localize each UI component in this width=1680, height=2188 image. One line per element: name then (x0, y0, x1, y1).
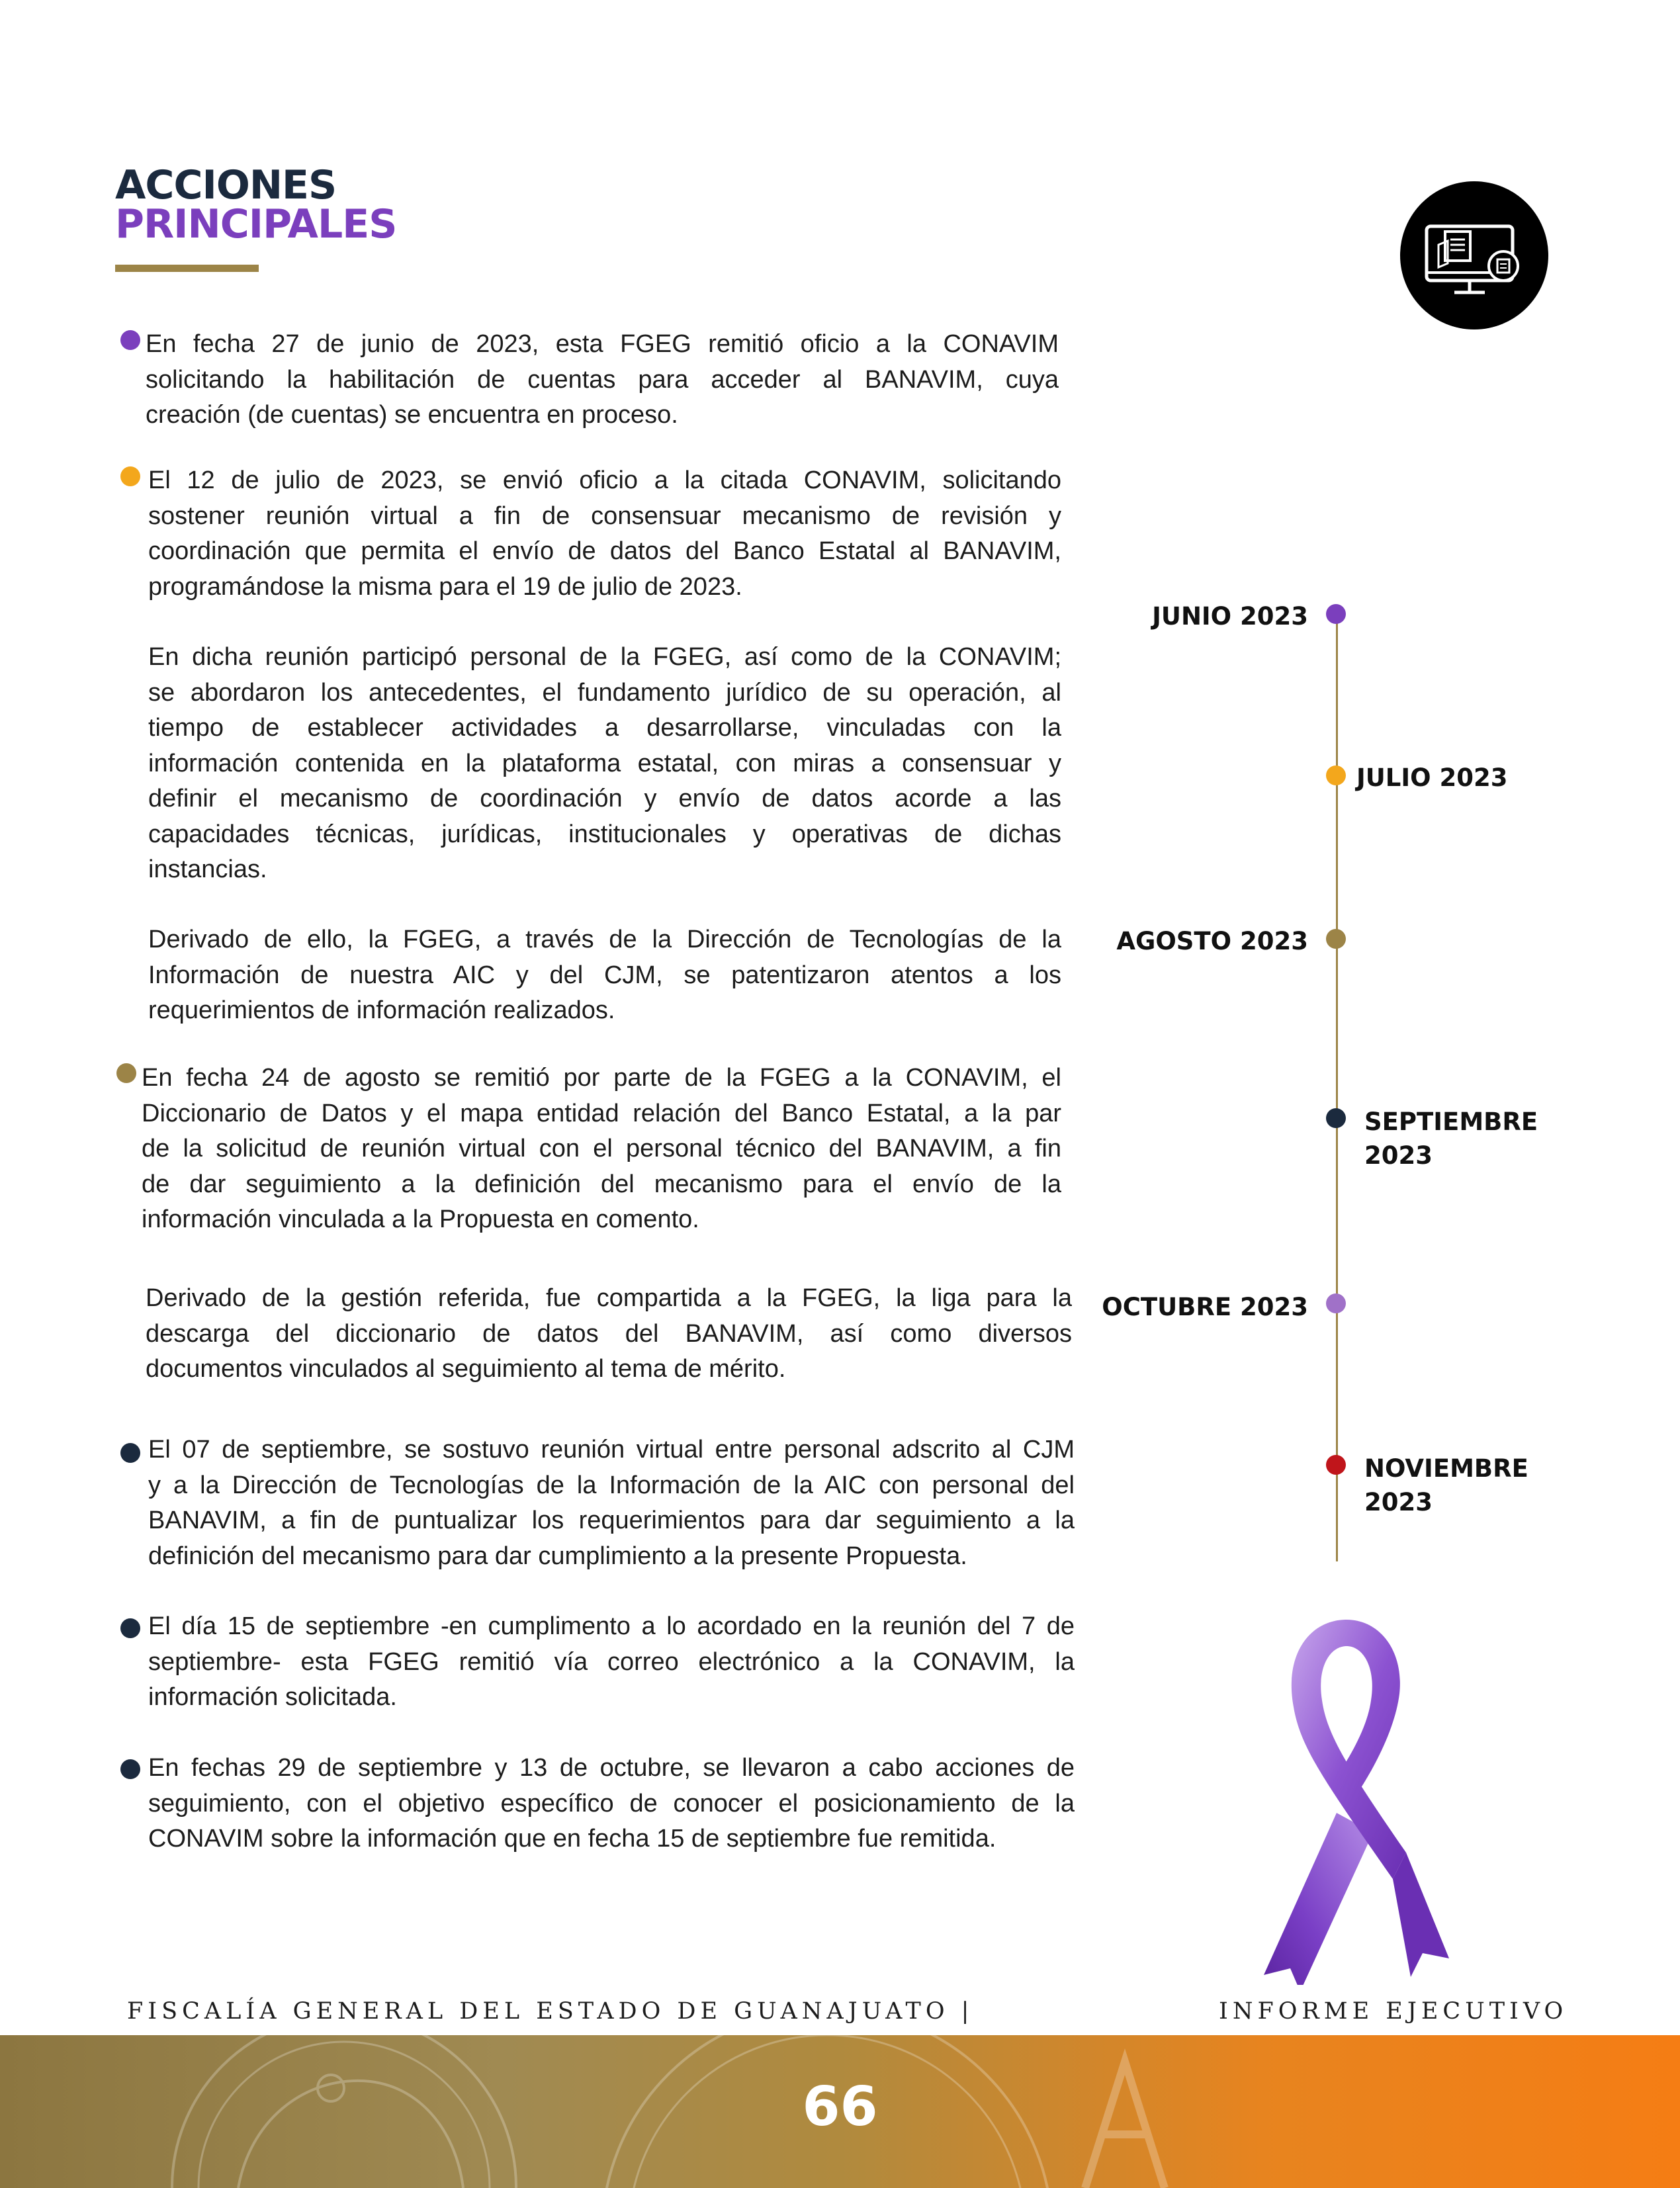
text-line: creación (de cuentas) se encuentra en proceso. (146, 401, 678, 429)
paragraph-5 (142, 1061, 1061, 1238)
timeline-dot-julio (1326, 766, 1346, 785)
monitor-documents-icon (1400, 181, 1548, 329)
text-line: de dar seguimiento a la definición del mecanismo para el envío de la (142, 1170, 1061, 1198)
bullet-dot-purple (120, 330, 140, 350)
text-line: requerimientos de información realizados. (148, 996, 615, 1024)
timeline-label-line: NOVIEMBRE (1364, 1454, 1528, 1483)
bullet-dot-navy (120, 1618, 140, 1638)
section-heading (115, 162, 397, 247)
timeline-label-line: JULIO 2023 (1356, 764, 1508, 792)
text-line: descarga del diccionario de datos del BANAVIM, así como diversos (146, 1319, 1072, 1348)
timeline-label-line: 2023 (1364, 1488, 1433, 1516)
heading-line-1: ACCIONES (115, 162, 337, 208)
text-line: documentos vinculados al seguimiento al tema de mérito. (146, 1355, 786, 1383)
text-line: En fecha 27 de junio de 2023, esta FGEG remitió oficio a la CONAVIM (146, 330, 1059, 358)
paragraph-2 (148, 463, 1061, 605)
timeline-label-agosto (1116, 924, 1308, 958)
timeline-label-septiembre (1364, 1105, 1538, 1172)
timeline-label-line: OCTUBRE 2023 (1102, 1293, 1308, 1321)
timeline-label-noviembre (1364, 1452, 1528, 1519)
paragraph-9 (148, 1751, 1075, 1857)
paragraph-7 (148, 1432, 1075, 1574)
text-line: coordinación que permita el envío de datos del Banco Estatal al BANAVIM, (148, 537, 1061, 565)
text-line: información contenida en la plataforma estatal, con miras a consensuar y (148, 749, 1061, 777)
timeline-dot-noviembre (1326, 1455, 1346, 1475)
timeline-dot-agosto (1326, 929, 1346, 949)
footer-report-title: INFORME EJECUTIVO (1219, 1998, 1568, 2025)
text-line: El 07 de septiembre, se sostuvo reunión virtual entre personal adscrito al CJM (148, 1436, 1075, 1464)
text-line: solicitando la habilitación de cuentas para acceder al BANAVIM, cuya (146, 365, 1059, 394)
text-line: seguimiento, con el objetivo específico de conocer el posicionamiento de la (148, 1789, 1075, 1817)
text-line: En dicha reunión participó personal de la FGEG, así como de la CONAVIM; (148, 643, 1061, 671)
text-line: Información de nuestra AIC y del CJM, se patentizaron atentos a los (148, 961, 1061, 989)
timeline-label-julio (1356, 761, 1507, 795)
timeline-label-line: SEPTIEMBRE (1364, 1108, 1538, 1136)
heading-underline (115, 265, 259, 272)
text-line: información vinculada a la Propuesta en comento. (142, 1205, 699, 1233)
text-line: BANAVIM, a fin de puntualizar los requerimientos para dar seguimiento a la (148, 1507, 1075, 1534)
timeline-dot-junio (1326, 604, 1346, 624)
heading-line-2: PRINCIPALES (115, 201, 397, 247)
purple-awareness-ribbon-icon (1237, 1614, 1456, 1985)
text-line: capacidades técnicas, jurídicas, institucionales y operativas de dichas (148, 820, 1061, 848)
timeline-label-junio (1152, 599, 1308, 633)
text-line: y a la Dirección de Tecnologías de la Información de la AIC con personal del (148, 1471, 1075, 1499)
timeline-label-line: AGOSTO 2023 (1116, 927, 1308, 955)
text-line: Diccionario de Datos y el mapa entidad relación del Banco Estatal, a la par (142, 1099, 1061, 1127)
timeline-axis (1336, 613, 1338, 1561)
paragraph-3 (148, 640, 1061, 888)
footer-institution: FISCALÍA GENERAL DEL ESTADO DE GUANAJUATO | (127, 1998, 974, 2025)
paragraph-8 (148, 1609, 1075, 1716)
text-line: información solicitada. (148, 1683, 397, 1711)
text-line: Derivado de ello, la FGEG, a través de la Dirección de Tecnologías de la (148, 926, 1061, 953)
text-line: definición del mecanismo para dar cumplimiento a la presente Propuesta. (148, 1542, 967, 1570)
paragraph-1 (146, 327, 1059, 433)
timeline-dot-octubre (1326, 1293, 1346, 1313)
text-line: septiembre- esta FGEG remitió vía correo electrónico a la CONAVIM, la (148, 1647, 1075, 1676)
timeline-label-line: JUNIO 2023 (1152, 602, 1308, 631)
bullet-dot-navy (120, 1443, 140, 1463)
text-line: programándose la misma para el 19 de julio de 2023. (148, 572, 742, 601)
text-line: En fechas 29 de septiembre y 13 de octubre, se llevaron a cabo acciones de (148, 1754, 1075, 1782)
text-line: instancias. (148, 855, 267, 883)
timeline-label-octubre (1102, 1290, 1308, 1324)
bullet-dot-gold (116, 1063, 136, 1083)
text-line: CONAVIM sobre la información que en fecha 15 de septiembre fue remitida. (148, 1825, 996, 1853)
timeline-dot-septiembre (1326, 1108, 1346, 1128)
page-number: 66 (802, 2076, 878, 2138)
text-line: se abordaron los antecedentes, el fundamento jurídico de su operación, al (148, 678, 1061, 707)
text-line: En fecha 24 de agosto se remitió por parte de la FGEG a la CONAVIM, el (142, 1064, 1061, 1092)
text-line: El día 15 de septiembre -en cumplimento a lo acordado en la reunión del 7 de (148, 1612, 1075, 1640)
text-line: de la solicitud de reunión virtual con el personal técnico del BANAVIM, a fin (142, 1135, 1061, 1162)
text-line: El 12 de julio de 2023, se envió oficio a la citada CONAVIM, solicitando (148, 466, 1061, 494)
bullet-dot-yellow (120, 466, 140, 486)
text-line: tiempo de establecer actividades a desarrollarse, vinculadas con la (148, 714, 1061, 742)
timeline-label-line: 2023 (1364, 1141, 1433, 1170)
paragraph-4 (148, 922, 1061, 1029)
bullet-dot-navy (120, 1759, 140, 1779)
paragraph-6 (146, 1281, 1072, 1387)
text-line: definir el mecanismo de coordinación y envío de datos acorde a las (148, 785, 1061, 812)
text-line: Derivado de la gestión referida, fue compartida a la FGEG, la liga para la (146, 1284, 1072, 1312)
text-line: sostener reunión virtual a fin de consensuar mecanismo de revisión y (148, 502, 1061, 530)
